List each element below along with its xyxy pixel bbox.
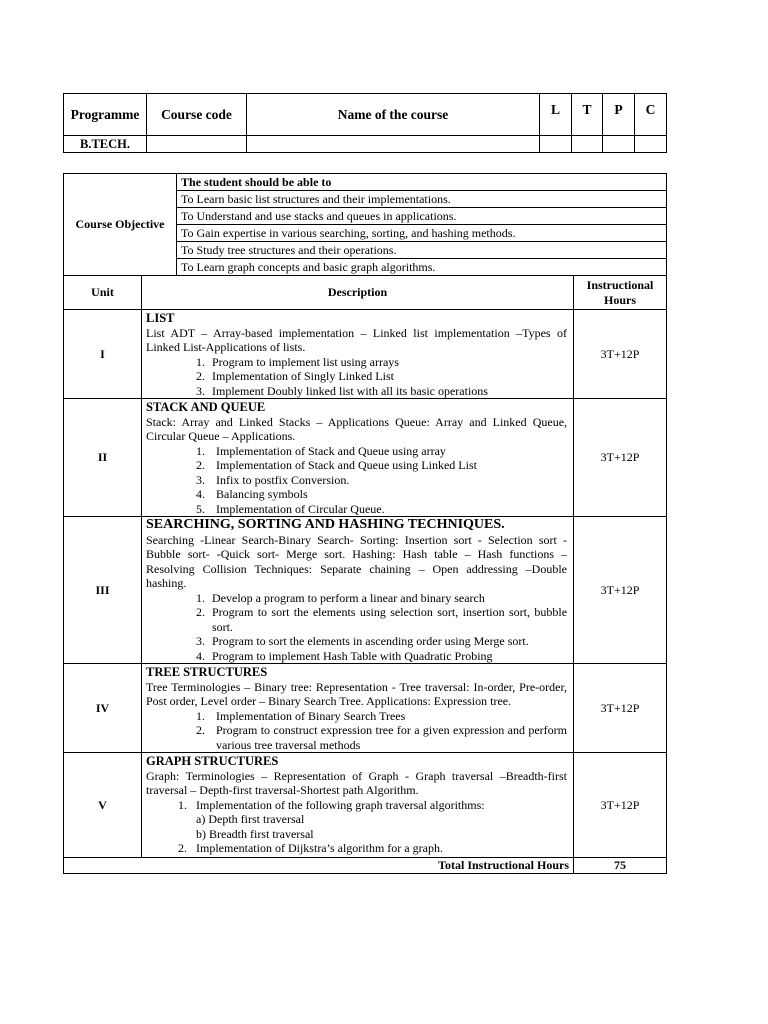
total-hours-label: Total Instructional Hours bbox=[64, 858, 574, 874]
lab-item: 2. Program to sort the elements using selection sort, insertion sort, bubble sort. bbox=[208, 605, 567, 634]
syllabus-table bbox=[63, 173, 667, 874]
unit-description bbox=[142, 664, 574, 753]
course-objective-label: Course Objective bbox=[64, 174, 177, 276]
unit-title: LIST bbox=[146, 311, 175, 325]
unit-number: IV bbox=[64, 664, 142, 753]
course-name-value bbox=[247, 136, 540, 153]
lab-item: 2. Implementation of Dijkstra’s algorithm for a graph. bbox=[190, 841, 567, 856]
lab-subitem: a) Depth first traversal bbox=[196, 812, 305, 826]
course-code-value bbox=[147, 136, 247, 153]
l-value bbox=[540, 136, 572, 153]
course-name-label: Name of the course bbox=[247, 94, 540, 136]
unit-title: TREE STRUCTURES bbox=[146, 665, 268, 679]
lab-item bbox=[190, 798, 567, 842]
lab-item: 4. Program to implement Hash Table with Quadratic Probing bbox=[208, 649, 567, 664]
course-header-table bbox=[63, 93, 667, 153]
lab-list bbox=[146, 444, 567, 517]
lab-item: 3. Program to sort the elements in ascending order using Merge sort. bbox=[208, 634, 567, 649]
l-label: L bbox=[540, 94, 572, 136]
lab-list bbox=[146, 355, 567, 399]
unit-hours: 3T+12P bbox=[574, 310, 667, 399]
unit-text: List ADT – Array-based implementation – Linked list implementation –Types of Linked List-Applications of lists. bbox=[146, 325, 568, 354]
unit-number: II bbox=[64, 399, 142, 517]
unit-row bbox=[64, 399, 667, 517]
lab-item: 1. Implementation of Stack and Queue using array bbox=[208, 444, 567, 459]
unit-text: Searching -Linear Search-Binary Search- Sorting: Insertion sort - Selection sort - Bubble sort- -Quick sort- Merge sort. Hashing: Hash table – Hash functions – Resolving Collision Techniques: Separate chaining – Open addressing –Double hashing. bbox=[146, 532, 568, 590]
objective-item: To Learn graph concepts and basic graph algorithms. bbox=[177, 259, 667, 276]
unit-description bbox=[142, 310, 574, 399]
lab-list bbox=[146, 591, 567, 664]
c-value bbox=[635, 136, 667, 153]
p-label: P bbox=[603, 94, 635, 136]
c-label: C bbox=[635, 94, 667, 136]
unit-hours: 3T+12P bbox=[574, 664, 667, 753]
objective-item: To Gain expertise in various searching, sorting, and hashing methods. bbox=[177, 225, 667, 242]
lab-item-text: Implementation of the following graph traversal algorithms: bbox=[196, 797, 485, 812]
total-hours-value: 75 bbox=[574, 858, 667, 874]
unit-hours: 3T+12P bbox=[574, 753, 667, 858]
objective-intro: The student should be able to bbox=[177, 174, 667, 191]
unit-number: V bbox=[64, 753, 142, 858]
unit-text: Graph: Terminologies – Representation of Graph - Graph traversal –Breadth-first traversal – Depth-first traversal-Shortest path Algorithm. bbox=[146, 768, 568, 797]
lab-item: 1. Implementation of Binary Search Trees bbox=[208, 709, 567, 724]
lab-subitem: b) Breadth first traversal bbox=[196, 826, 314, 841]
course-code-label: Course code bbox=[147, 94, 247, 136]
lab-item: 4. Balancing symbols bbox=[208, 487, 567, 502]
lab-item: 3. Implement Doubly linked list with all its basic operations bbox=[208, 384, 567, 399]
unit-column-header: Unit bbox=[64, 276, 142, 310]
unit-description bbox=[142, 517, 574, 664]
lab-item: 2. Implementation of Singly Linked List bbox=[208, 369, 567, 384]
unit-title: STACK AND QUEUE bbox=[146, 400, 266, 414]
lab-item: 3. Infix to postfix Conversion. bbox=[208, 473, 567, 488]
unit-number: I bbox=[64, 310, 142, 399]
description-column-header: Description bbox=[142, 276, 574, 310]
unit-hours: 3T+12P bbox=[574, 517, 667, 664]
unit-row bbox=[64, 310, 667, 399]
programme-value: B.TECH. bbox=[64, 136, 147, 153]
unit-text: Tree Terminologies – Binary tree: Representation - Tree traversal: In-order, Pre-order, Post order, Level order – Binary Search Tree. Applications: Expression tree. bbox=[146, 679, 568, 708]
unit-text: Stack: Array and Linked Stacks – Applications Queue: Array and Linked Queue, Circular Queue – Applications. bbox=[146, 414, 568, 443]
objective-item: To Understand and use stacks and queues in applications. bbox=[177, 208, 667, 225]
unit-title: GRAPH STRUCTURES bbox=[146, 754, 279, 768]
unit-description bbox=[142, 753, 574, 858]
unit-row bbox=[64, 517, 667, 664]
p-value bbox=[603, 136, 635, 153]
unit-description bbox=[142, 399, 574, 517]
lab-item: 1. Develop a program to perform a linear and binary search bbox=[208, 591, 567, 606]
unit-number: III bbox=[64, 517, 142, 664]
hours-column-header: Instructional Hours bbox=[574, 276, 667, 310]
objective-item: To Learn basic list structures and their implementations. bbox=[177, 191, 667, 208]
lab-item: 2. Program to construct expression tree for a given expression and perform various tree traversal methods bbox=[208, 723, 567, 752]
unit-title: SEARCHING, SORTING AND HASHING TECHNIQUES. bbox=[146, 517, 505, 532]
unit-hours: 3T+12P bbox=[574, 399, 667, 517]
lab-item: 1. Program to implement list using arrays bbox=[208, 355, 567, 370]
programme-label: Programme bbox=[64, 94, 147, 136]
t-label: T bbox=[572, 94, 603, 136]
t-value bbox=[572, 136, 603, 153]
lab-list bbox=[146, 798, 567, 856]
lab-item: 5. Implementation of Circular Queue. bbox=[208, 502, 567, 517]
lab-item: 2. Implementation of Stack and Queue using Linked List bbox=[208, 458, 567, 473]
unit-row bbox=[64, 753, 667, 858]
objective-item: To Study tree structures and their operations. bbox=[177, 242, 667, 259]
lab-list bbox=[146, 709, 567, 753]
unit-row bbox=[64, 664, 667, 753]
